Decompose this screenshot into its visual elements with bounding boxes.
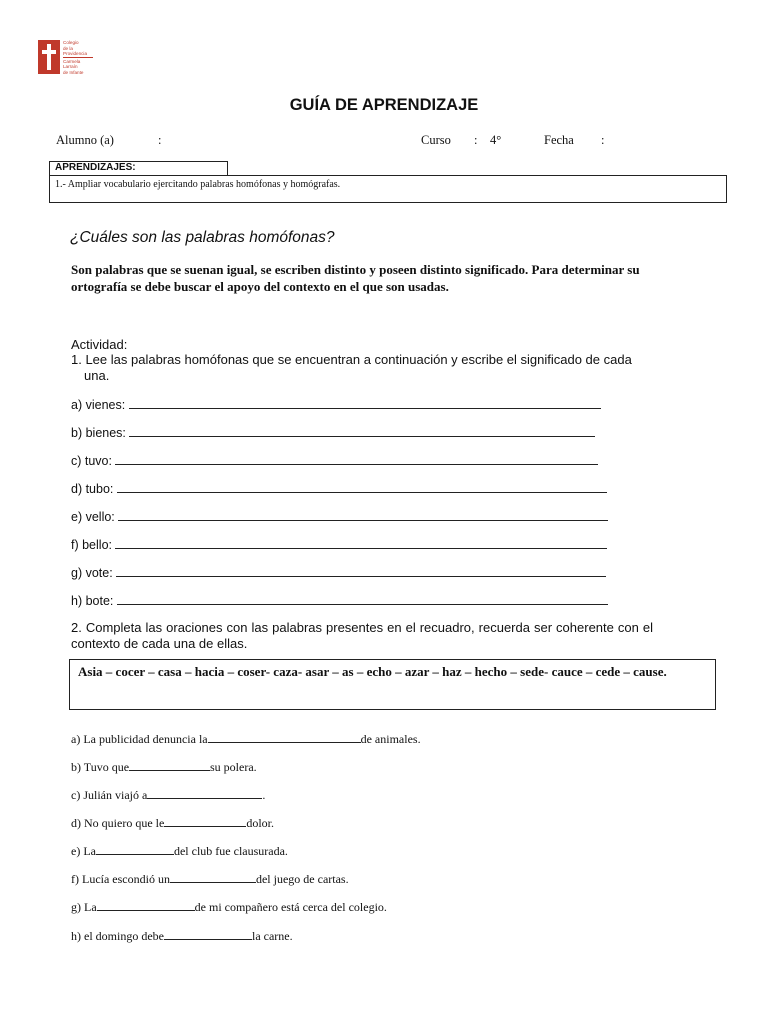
question-1 [71, 352, 731, 383]
curso-separator: : [474, 133, 478, 147]
sentence-before: a) La publicidad denuncia la [71, 732, 208, 746]
sentence-item [71, 731, 421, 747]
sentence-after: su polera. [210, 760, 257, 774]
alumno-separator: : [158, 133, 162, 147]
sentence-item [71, 928, 293, 944]
answer-line-item [71, 564, 606, 580]
answer-line-item [71, 424, 595, 440]
sentence-item [71, 787, 265, 803]
definition-text: Son palabras que se suenan igual, se escriben distinto y poseen distinto significado. Para determinar su ortografía se debe buscar el apoyo del contexto en el que son usadas. [71, 262, 640, 294]
question-2: 2. Completa las oraciones con las palabras presentes en el recuadro, recuerda ser coherente con el contexto de cada una de ellas. [71, 620, 653, 651]
sentence-after: del club fue clausurada. [173, 844, 288, 858]
answer-line-item [71, 396, 601, 412]
word-box-text: Asia – cocer – casa – hacia – coser- caza- asar – as – echo – azar – haz – hecho – sede- cauce – cede – cause. [78, 664, 667, 679]
sentence-blank[interactable] [129, 759, 210, 771]
sentence-after: de animales. [360, 732, 421, 746]
aprendizajes-label: APRENDIZAJES: [49, 161, 228, 175]
sentence-item [71, 759, 257, 775]
sentence-before: h) el domingo debe [71, 929, 164, 943]
sentence-item [71, 843, 288, 859]
answer-line[interactable] [129, 396, 601, 409]
sentence-before: d) No quiero que le [71, 816, 165, 830]
sentence-blank[interactable] [97, 899, 195, 911]
aprendizajes-text: 1.- Ampliar vocabulario ejercitando palabras homófonas y homógrafas. [55, 179, 341, 190]
sentence-blank[interactable] [170, 871, 256, 883]
answer-line[interactable] [117, 480, 607, 493]
answer-line-item [71, 536, 607, 552]
item-label: h) bote: [71, 594, 114, 608]
cross-icon [38, 40, 60, 74]
sentence-blank[interactable] [208, 731, 361, 743]
logo-text: Colegio de la Providencia Carmela Larraín de Infante [63, 40, 88, 75]
answer-line[interactable] [116, 564, 606, 577]
item-label: d) tubo: [71, 482, 114, 496]
answer-line-item [71, 508, 608, 524]
item-label: f) bello: [71, 538, 112, 552]
item-label: g) vote: [71, 566, 113, 580]
fecha-label: Fecha [544, 133, 574, 147]
question-1-line-1: 1. Lee las palabras homófonas que se encuentran a continuación y escribe el significado de cada [71, 352, 632, 367]
answer-line[interactable] [118, 508, 608, 521]
aprendizajes-box [49, 175, 727, 203]
sentence-blank[interactable] [164, 928, 252, 940]
curso-value: 4° [490, 133, 502, 147]
sentence-item [71, 815, 274, 831]
answer-line[interactable] [115, 536, 607, 549]
sentence-before: e) La [71, 844, 96, 858]
sentence-before: b) Tuvo que [71, 760, 130, 774]
activity-label: Actividad: [71, 337, 128, 352]
sentence-after: dolor. [246, 816, 274, 830]
section-title: ¿Cuáles son las palabras homófonas? [70, 229, 335, 246]
item-label: a) vienes: [71, 398, 126, 412]
answer-line[interactable] [115, 452, 598, 465]
school-logo [38, 40, 98, 76]
answer-line[interactable] [129, 424, 595, 437]
sentence-before: g) La [71, 900, 97, 914]
question-1-line-2: una. [84, 367, 110, 383]
sentence-after: de mi compañero está cerca del colegio. [194, 900, 387, 914]
sentence-item [71, 899, 387, 915]
answer-line-item [71, 480, 607, 496]
curso-label: Curso [421, 133, 451, 147]
answer-line-item [71, 452, 598, 468]
sentence-after: . [262, 788, 266, 802]
sentence-after: del juego de cartas. [255, 872, 349, 886]
logo-separator [63, 57, 93, 58]
word-box [69, 659, 716, 710]
item-label: b) bienes: [71, 426, 126, 440]
fecha-separator: : [601, 133, 605, 147]
sentence-blank[interactable] [96, 843, 174, 855]
answer-line-item [71, 592, 608, 608]
sentence-item [71, 871, 349, 887]
answer-line[interactable] [117, 592, 608, 605]
sentence-blank[interactable] [164, 815, 246, 827]
sentence-before: c) Julián viajó a [71, 788, 148, 802]
item-label: c) tuvo: [71, 454, 112, 468]
sentence-after: la carne. [251, 929, 293, 943]
alumno-label: Alumno (a) [56, 133, 114, 147]
sentence-blank[interactable] [147, 787, 262, 799]
sentence-before: f) Lucía escondió un [71, 872, 170, 886]
page-title: GUÍA DE APRENDIZAJE [289, 96, 479, 114]
item-label: e) vello: [71, 510, 115, 524]
